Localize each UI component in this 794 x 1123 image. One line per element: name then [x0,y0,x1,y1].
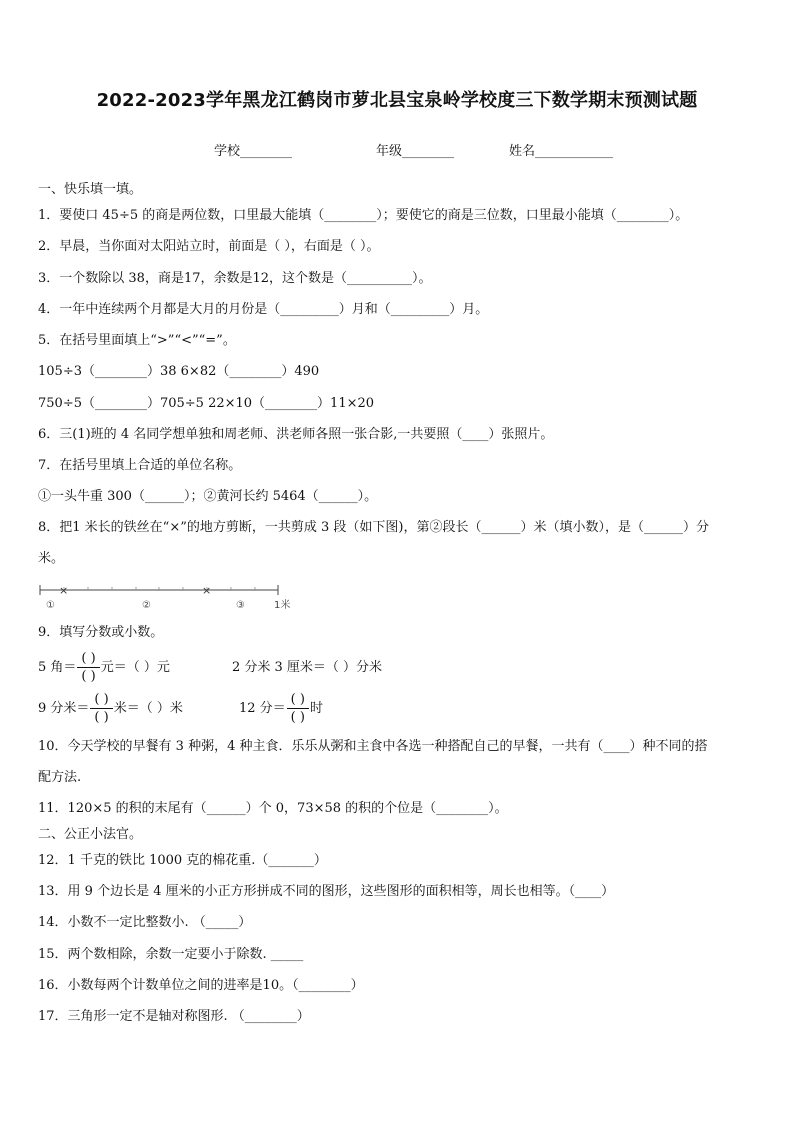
question-5-row-b: 750÷5（________）705÷5 22×10（________）11×20 [38,396,375,411]
cut-mark-1: × [59,584,69,597]
question-10-line-1: 10．今天学校的早餐有 3 种粥，4 种主食．乐乐从粥和主食中各选一种搭配自己的早餐，一共有（____）种不同的搭 [38,739,708,754]
q9a-right: 2 分米 3 厘米＝（ ）分米 [231,660,383,675]
name-field[interactable]: 姓名____________ [509,144,614,159]
question-9: 9．填写分数或小数。 [38,625,164,640]
cut-mark-2: × [202,584,212,597]
segment-label-2: ② [142,600,151,611]
q9b-mid: 米＝（ ）米 [113,701,183,716]
question-4: 4．一年中连续两个月都是大月的月份是（_________）月和（_________）月。 [38,302,489,317]
question-15: 15．两个数相除，余数一定要小于除数. _____ [38,947,304,962]
fraction-5jiao [77,650,99,685]
question-14: 14．小数不一定比整数小. （_____） [38,915,252,930]
question-7: 7．在括号里填上合适的单位名称。 [38,458,242,473]
q9a-left: 5 角＝ [38,660,77,675]
fraction-12fen [287,691,309,726]
page-title: 2022-2023学年黑龙江鹤岗市萝北县宝泉岭学校度三下数学期末预测试题 [96,90,698,111]
fraction-numerator: ( ) [77,650,99,668]
question-8-line-2: 米。 [38,551,65,566]
question-3: 3．一个数除以 38，商是17，余数是12，这个数是（__________）。 [38,271,432,286]
question-1: 1．要使口 45÷5 的商是两位数，口里最大能填（________）；要使它的商是三位数，口里最小能填（________）。 [38,208,689,223]
question-10-line-2: 配方法. [38,770,82,785]
fraction-denominator: ( ) [94,710,109,725]
question-6: 6．三(1)班的 4 名同学想单独和周老师、洪老师各照一张合影,一共要照（____）张照片。 [38,427,554,442]
segment-label-1: ① [46,600,55,611]
section-heading-2: 二、公正小法官。 [38,827,143,842]
question-9-row-b [38,691,323,726]
school-field[interactable]: 学校________ [214,144,293,159]
q9b-right-tail: 时 [309,701,323,716]
question-16: 16．小数每两个计数单位之间的进率是10。（________） [38,978,364,993]
question-7-row: ①一头牛重 300（______）；②黄河长约 5464（______）。 [38,489,378,504]
q9b-right-left: 12 分＝ [238,701,286,716]
section-heading-1: 一、快乐填一填。 [38,182,143,197]
q9a-mid: 元＝（ ）元 [100,660,170,675]
segment-label-3: ③ [236,600,245,611]
question-2: 2．早晨，当你面对太阳站立时，前面是（ ），右面是（ ）。 [38,239,380,254]
question-9-row-a [38,650,382,685]
q9b-left: 9 分米＝ [38,701,90,716]
question-12: 12．1 千克的铁比 1000 克的棉花重.（_______） [38,853,327,868]
question-17: 17．三角形一定不是轴对称图形. （________） [38,1009,310,1024]
ruler-end-label: 1米 [274,600,291,611]
grade-field[interactable]: 年级________ [376,144,455,159]
fraction-numerator: ( ) [287,691,309,709]
question-5-row-a: 105÷3（________）38 6×82（________）490 [38,364,320,379]
question-13: 13．用 9 个边长是 4 厘米的小正方形拼成不同的图形，这些图形的面积相等，周长也相等。（____） [38,884,615,899]
fraction-denominator: ( ) [290,710,305,725]
fraction-denominator: ( ) [81,669,96,684]
wire-ruler-figure [38,582,298,612]
question-8-line-1: 8．把1 米长的铁丝在“×”的地方剪断，一共剪成 3 段（如下图)，第②段长（______）米（填小数），是（______）分 [38,520,709,535]
fraction-numerator: ( ) [90,691,112,709]
question-5: 5．在括号里面填上“>”“<”“=”。 [38,333,236,348]
fraction-9fenmi [90,691,112,726]
question-11: 11．120×5 的积的末尾有（______）个 0，73×58 的积的个位是（________）。 [38,801,508,816]
